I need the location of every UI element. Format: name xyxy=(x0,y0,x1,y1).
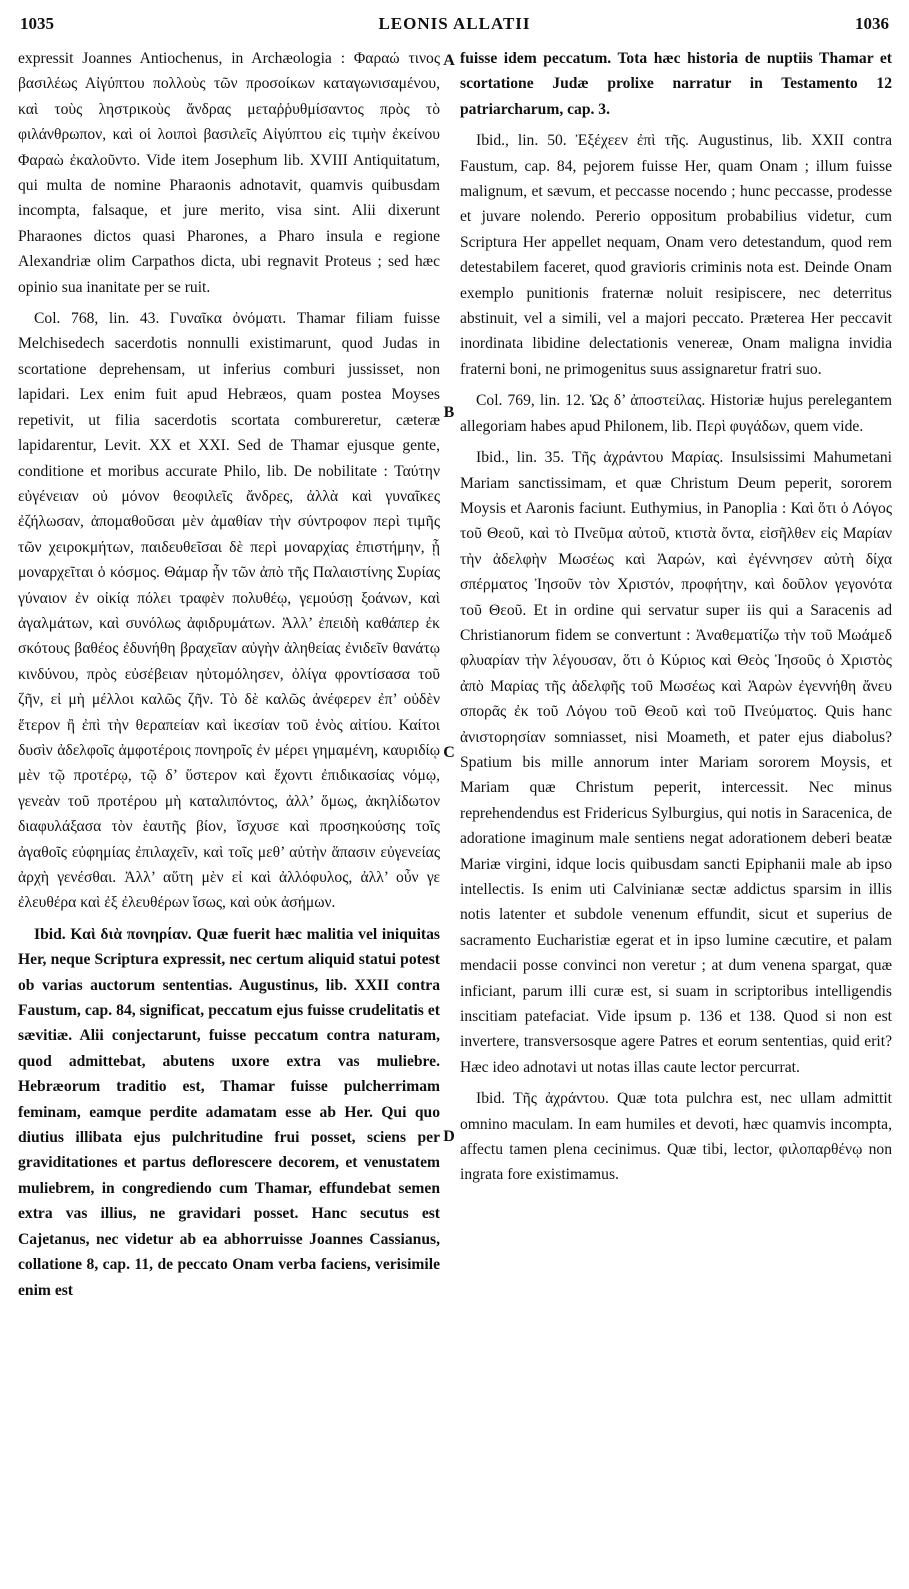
right-paragraph-4: Ibid., lin. 35. Τῆς ἀχράντου Μαρίας. Insulsissimi Mahumetani Mariam sanctissimam, et quæ Christum Deum peperit, sororem Moysis et Aaronis faciunt. Euthymius, in Panoplia : Καὶ ὅτι ὁ Λόγος τοῦ Θεοῦ, καὶ τὸ Πνεῦμα αὐτοῦ, κτιστὰ ὄντα, εἰσῆλθεν εἰς Μαρίαν τὴν ἀδελφὴν Μωσέως καὶ Ἀαρών, καὶ ἐγέννησεν αὐτὴ δίχα σπέρματος Ἰησοῦν τὸν Χριστόν, προφήτην, καὶ δοῦλον γεγονότα τοῦ Θεοῦ. Et in ordine qui servatur super iis qui a Saracenis ad Christianorum fidem se convertunt : Ἀναθεματίζω τὴν τοῦ Μωάμεδ φλυαρίαν τὴν λέγουσαν, ὅτι ὁ Κύριος καὶ Θεὸς Ἰησοῦς ὁ Χριστὸς ἀπὸ Μαρίας τῆς ἀδελφῆς τοῦ Μωσέως καὶ Ἀαρὼν ἐγεννήθη ἄνευ σπορᾶς ἐκ τοῦ Λόγου τοῦ Θεοῦ καὶ τοῦ Πνεύματος. Quis hanc ἀνιστορησίαν somniasset, nisi Moameth, et pater ejus diabolus? Spatium bis mille annorum inter Mariam sororem Moysis, et Mariam quæ Christum peperit, intercessit. Nec minus reprehendendus est Fridericus Sylburgius, qui notis in Saracenica, de adoratione imaginum male sentiens negat adorationem deberi beatæ Mariæ virgini, idque locis quibusdam sancti Epiphanii male ab ipso intellectis. Is enim uti Calvinianæ sectæ addictus sparsim in illis notis latenter et subdole venenum effundit, sicut et superius de sacramento Eucharistiæ egerat et in ipso lumine cæcutire, et palam mendacii posse convinci non veretur ; at dum venena spargat, quæ inficiant, parum illi curæ est, si suam in scriptoribus intelligendis inscitiam patefaciat. Vide ipsum p. 136 et 138. Quod si non est invertere, transversosque agere Patres et eorum sententias, quid erit? Hæc ideo adnotavi ut notas illas caute lector percurrat. xyxy=(460,449,892,1076)
right-paragraph-5: Ibid. Τῆς ἀχράντου. Quæ tota pulchra est, nec ullam admittit omnino maculam. In eam humiles et devoti, hæc quamvis incompta, affectu tamen plena cecinimus. Quæ tibi, lector, φιλοπαρθένῳ non ingrata fore existimamus. xyxy=(460,1090,892,1184)
running-title: LEONIS ALLATII xyxy=(378,14,531,33)
left-paragraph-1: expressit Joannes Antiochenus, in Archæologia : Φαραώ τινος βασιλέως Αἰγύπτου πολλοὺς τῶν προσοίκων καταγωνισαμένου, καὶ τοὺς ληστρικοὺς ἄνδρας μεταῤῥυθμίσαντος πρὸς τὸ φιλάνθρωπον, καὶ οἱ λοιποὶ βασιλεῖς Αἰγύπτου εἰς τιμὴν ἐκείνου Φαραὼ ἐκαλοῦντο. Vide item Josephum lib. XVIII Antiquitatum, qui multa de nomine Pharaonis adnotavit, quamvis quibusdam incompta, falsaque, et jure merito, visa sint. Alii dixerunt Pharaones dictos quasi Pharones, a Pharo insula e regione Alexandriæ olim Carpathos dicta, ubi regnavit Proteus ; sed hæc opinio sua inanitate per se ruit. xyxy=(18,50,440,296)
right-paragraph-1: fuisse idem peccatum. Tota hæc historia de nuptiis Thamar et scortatione Judæ prolixe narratur in Testamento 12 patriarcharum, cap. 3. xyxy=(460,50,892,118)
page-number-right: 1036 xyxy=(855,14,889,33)
running-head xyxy=(20,14,889,40)
margin-marker-d: D xyxy=(443,1128,455,1145)
page-number-left: 1035 xyxy=(20,14,54,33)
left-paragraph-3: Ibid. Καὶ διὰ πονηρίαν. Quæ fuerit hæc malitia vel iniquitas Her, neque Scriptura expressit, nec certum aliquid statui potest ob varias auctorum sententias. Augustinus, lib. XXII contra Faustum, cap. 84, significat, peccatum ejus fuisse crudelitatis et sævitiæ. Alii conjectarunt, fuisse peccatum contra naturam, quod admittebat, abutens uxore extra vas muliebre. Hebræorum traditio est, Thamar fuisse pulcherrimam feminam, eamque perdite adamatam esse ab Her. Qui quo diutius illibata ejus pulchritudine frui posset, sciens per graviditationes et partus deflorescere decorem, et venustatem muliebrem, in congrediendo cum Thamar, effundebat semen extra vas illius, ne gravidari posset. Hanc secutus est Cajetanus, nec videtur ab ea abhorruisse Joannes Cassianus, collatione 8, cap. 11, de peccato Onam verba faciens, verisimile enim est xyxy=(18,925,440,1299)
margin-marker-a: A xyxy=(443,52,455,69)
right-paragraph-3: Col. 769, lin. 12. Ὡς δ’ ἀποστείλας. Historiæ hujus perelegantem allegoriam habes apud Philonem, lib. Περὶ φυγάδων, quem vide. xyxy=(460,392,892,435)
margin-marker-b: B xyxy=(443,404,455,421)
right-paragraph-2: Ibid., lin. 50. Ἐξέχεεν ἐπὶ τῆς. Augustinus, lib. XXII contra Faustum, cap. 84, pejorem fuisse Her, quam Onam ; illum fuisse malignum, et sævum, et peccasse nocendo ; hunc peccasse, prodesse et juvare nolendo. Pererio oppositum probabilius videtur, cum Scriptura Her appellet nequam, Onam vero detestandum, quod rem detestabilem faceret, quod gravioris criminis nota est. Deinde Onam exemplo punitionis fraternæ noluit resipiscere, nec deterritus abstinuit, vel a simili, vel a majori peccato. Præterea Her peccavit inordinata libidine delectationis venereæ, Onam maligna invidia fraterni boni, ne primogenitus suus assignaretur fratri suo. xyxy=(460,132,892,378)
left-paragraph-2: Col. 768, lin. 43. Γυναῖκα ὀνόματι. Thamar filiam fuisse Melchisedech sacerdotis nonnulli existimarunt, quod Judas in scortatione deprehensam, ut inferius comburi jussisset, non lapidari. Lex enim fuit apud Hebræos, quam postea Moyses repetivit, ut filia sacerdotis scortata combureretur, cæteræ lapidarentur, Levit. XX et XXI. Sed de Thamar ejusque gente, conditione et moribus accurate Philo, lib. De nobilitate : Ταύτην εὐγένειαν οὐ μόνον θεοφιλεῖς ἄνδρες, ἀλλὰ καὶ γυναῖκες ἐζήλωσαν, ἀπομαθοῦσαι μὲν ἀμαθίαν τὴν σύντροφον περὶ τιμῆς τῶν χειροκμήτων, παιδευθεῖσαι δὲ περὶ μοναρχίας ἐπιστήμην, ᾗ μοναρχεῖται ὁ κόσμος. Θάμαρ ἦν τῶν ἀπὸ τῆς Παλαιστίνης Συρίας γύναιον ἐν οἰκίᾳ πόλει τραφὲν πολυθέῳ, γεμούσῃ ξοάνων, καὶ ἀγαλμάτων, καὶ συνόλως ἀφιδρυμάτων. Ἀλλ’ ἐπειδὴ καθάπερ ἐκ σκότους βαθέος ἐδυνήθη βραχεῖαν αὐγὴν ἀληθείας ἐνιδεῖν θανάτῳ κινδύνου, πρὸς εὐσέβειαν ηὐτομόλησεν, ὀλίγα φροντίσασα τοῦ ζῆν, εἰ μὴ μέλλοι καλῶς ζῆν. Τὸ δὲ καλῶς ἀνέφερεν ἐπ’ οὐδὲν ἕτερον ἢ ἐπὶ τὴν θεραπείαν καὶ ἱκεσίαν τοῦ ἑνὸς αἰτίου. Καίτοι δυσὶν ἀδελφοῖς ἀμφοτέροις πονηροῖς ἐν μέρει γημαμένη, καυριδίῳ μὲν τῷ προτέρῳ, τῷ δ’ ὕστερον καὶ ἔχοντι ἐπιδικασίας νόμῳ, γενεὰν τοῦ προτέρου μὴ καταλιπόντος, ἀλλ’ ὅμως, ἀκηλίδωτον διαφυλάξασα τὸν ἑαυτῆς βίον, ἴσχυσε καὶ προσηκούσης τοῖς ἀγαθοῖς εὐφημίας ἐπιλαχεῖν, καὶ τοῖς μεθ’ αὐτὴν ἅπασιν εὐγενείας ἀρχὴ γενέσθαι. Ἀλλ’ αὕτη μὲν εἰ καὶ ἀλλόφυλος, ἀλλ’ οὖν γε ἐλευθέρα καὶ ἐξ ἐλευθέρων ἴσως, καὶ οὐκ ἀσήμων. xyxy=(18,310,440,912)
right-column xyxy=(460,46,892,1194)
margin-marker-c: C xyxy=(443,744,455,761)
left-column xyxy=(18,46,440,1309)
